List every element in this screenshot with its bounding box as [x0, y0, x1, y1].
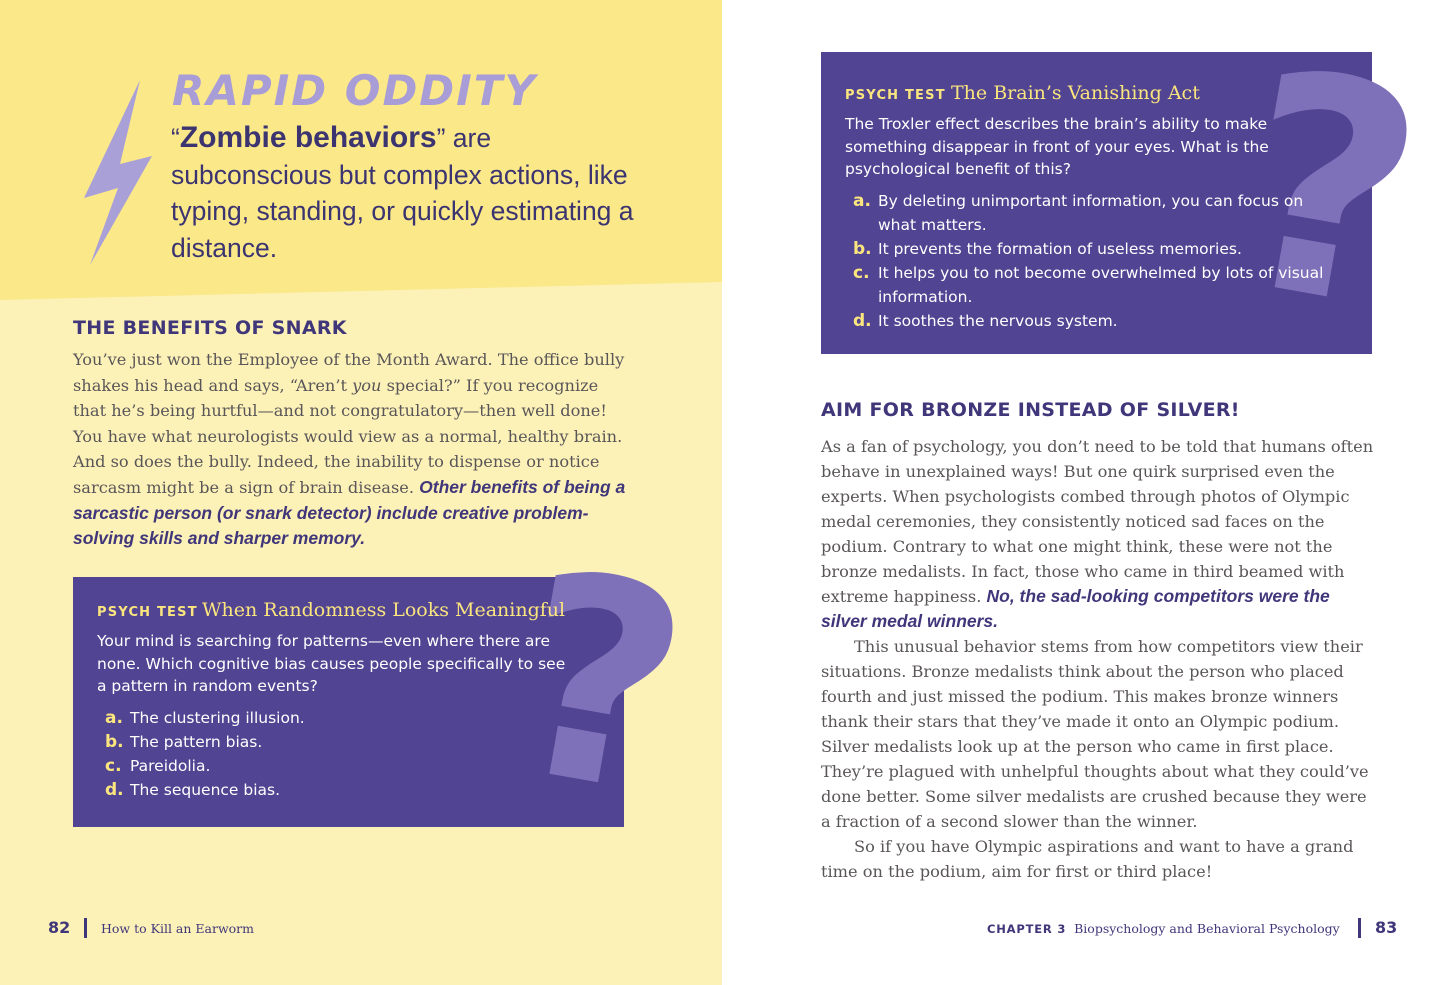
page-number-right: 83: [1375, 918, 1398, 937]
psych-test-label: PSYCH TEST: [845, 88, 946, 103]
book-title: How to Kill an Earworm: [101, 921, 255, 936]
psych-test-question: Your mind is searching for patterns—even where there are none. Which cognitive bias causes people specifically to see a pattern in random events?: [97, 632, 566, 695]
question-mark-icon: ?: [490, 510, 708, 860]
psych-test-label: PSYCH TEST: [97, 605, 198, 620]
footer-divider-left: [84, 918, 87, 938]
chapter-label: CHAPTER 3: [987, 922, 1067, 936]
psych-test-title: The Brain’s Vanishing Act: [951, 82, 1200, 104]
footer-divider-right: [1358, 918, 1361, 938]
snark-highlight: Other benefits of being a sarcastic person (or snark detector) include creative problem-solving skills and sharper memory.: [73, 476, 626, 549]
option-a: a. By deleting unimportant information, you can focus on what matters.: [853, 191, 1304, 234]
option-c: c. It helps you to not become overwhelmed by lots of visual information.: [853, 263, 1324, 306]
zombie-behaviors-term: Zombie behaviors: [179, 121, 437, 154]
psych-test-options: [845, 189, 1345, 333]
bronze-paragraph-2: This unusual behavior stems from how competitors view their situations. Bronze medalists think about the person who placed fourth and just missed the podium. This makes bronze winners thank their stars that they’ve made it onto an Olympic podium. Silver medalists look up at the person who came in first place. They’re plagued with unhelpful thoughts about what they could’ve done better. Some silver medalists are crushed because they were a fraction of a second slower than the winner.: [821, 637, 1369, 831]
right-page: [722, 0, 1445, 985]
rapid-oddity-title: RAPID ODDITY: [172, 66, 537, 115]
psych-test-title: When Randomness Looks Meaningful: [202, 599, 566, 621]
question-mark-icon: ?: [1212, 4, 1445, 379]
left-page: [0, 0, 722, 985]
option-d: d. It soothes the nervous system.: [853, 311, 1118, 331]
snark-paragraph: You’ve just won the Employee of the Month Award. The office bully shakes his head and says, “Aren’t you special?” If you recognize that he’s being hurtful—and not congratulatory—then well done! You have what neurologists would view as a normal, healthy brain. And so does the bully. Indeed, the inability to dispense or notice sarcasm might be a sign of brain disease. Other benefits of being a sarcastic person (or snark detector) include creative problem-solving skills and sharper memory.: [73, 350, 626, 549]
rapid-oddity-text: “Zombie behaviors” are subconscious but complex actions, like typing, standing, or quickly estimating a distance.: [171, 121, 634, 263]
option-b: b. The pattern bias.: [105, 732, 263, 752]
psych-test-box-vanishing: [821, 4, 1445, 379]
snark-heading: THE BENEFITS OF SNARK: [73, 317, 347, 339]
bronze-heading: AIM FOR BRONZE INSTEAD OF SILVER!: [821, 399, 1240, 421]
chapter-title: Biopsychology and Behavioral Psychology: [1074, 921, 1340, 936]
option-b: b. It prevents the formation of useless memories.: [853, 239, 1242, 259]
chapter-footer: [987, 921, 1340, 936]
bronze-article: [821, 434, 1377, 884]
option-a: a. The clustering illusion.: [105, 708, 305, 728]
page-number-left: 82: [48, 918, 71, 937]
bronze-paragraph-3: So if you have Olympic aspirations and want to have a grand time on the podium, aim for first or third place!: [821, 837, 1354, 881]
lightning-bolt-icon: [82, 80, 154, 265]
psych-test-options: [97, 706, 557, 802]
option-c: c. Pareidolia.: [105, 756, 211, 776]
option-d: d. The sequence bias.: [105, 780, 281, 800]
psych-test-question: The Troxler effect describes the brain’s ability to make something disappear in front of your eyes. What is the psychological benefit of this?: [845, 115, 1269, 178]
bronze-highlight: No, the sad-looking competitors were the silver medal winners.: [821, 586, 1330, 631]
bronze-paragraph-1: As a fan of psychology, you don’t need to be told that humans often behave in unexplained ways! But one quirk surprised even the experts. When psychologists combed through photos of Olympic medal ceremonies, they consistently noticed sad faces on the podium. Contrary to what one might think, these were not the bronze medalists. In fact, those who came in third beamed with extreme happiness.: [821, 437, 1374, 606]
